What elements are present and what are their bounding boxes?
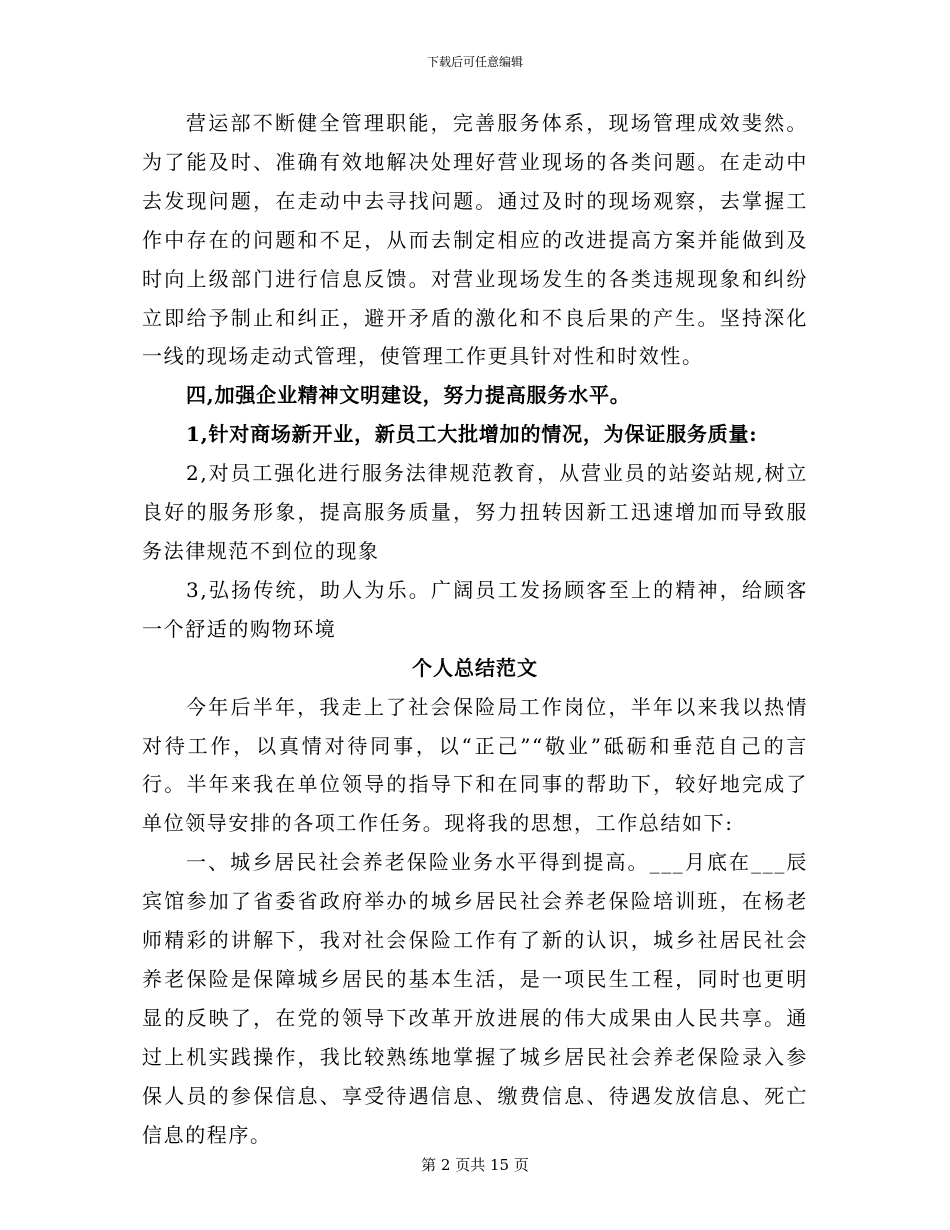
paragraph-operations: 营运部不断健全管理职能，完善服务体系，现场管理成效斐然。为了能及时、准确有效地解决处理好营业现场的各类问题。在走动中去发现问题，在走动中去寻找问题。通过及时的现场观察，去掌握工作中存在的问题和不足，从而去制定相应的改进提高方案并能做到及时向上级部门进行信息反馈。对营业现场发生的各类违规现象和纠纷立即给予制止和纠正，避开矛盾的激化和不良后果的产生。坚持深化一线的现场走动式管理，使管理工作更具针对性和时效性。: [142, 111, 808, 369]
item-2: 2,对员工强化进行服务法律规范教育，从营业员的站姿站规,树立良好的服务形象，提高服务质量，努力扭转因新工迅速增加而导致服务法律规范不到位的现象: [142, 461, 808, 563]
section-title: 个人总结范文: [412, 655, 538, 680]
item-3: 3,弘扬传统，助人为乐。广阔员工发扬顾客至上的精神，给顾客一个舒适的购物环境: [142, 577, 808, 641]
section-heading-4: 四,加强企业精神文明建设，努力提高服务水平。: [186, 383, 631, 408]
item-1: 1,针对商场新开业，新员工大批增加的情况，为保证服务质量:: [186, 422, 758, 447]
paragraph-point-1: 一、城乡居民社会养老保险业务水平得到提高。___月底在___辰宾馆参加了省委省政府举办的城乡居民社会养老保险培训班，在杨老师精彩的讲解下，我对社会保险工作有了新的认识，城乡社居民社会养老保险是保障城乡居民的基本生活，是一项民生工程，同时也更明显的反映了，在党的领导下改革开放进展的伟大成果由人民共享。通过上机实践操作，我比较熟练地掌握了城乡居民社会养老保险录入参保人员的参保信息、享受待遇信息、缴费信息、待遇发放信息、死亡信息的程序。: [142, 850, 808, 1147]
paragraph-intro: 今年后半年，我走上了社会保险局工作岗位，半年以来我以热情对待工作，以真情对待同事，以“正己”“敬业”砥砺和垂范自己的言行。半年来我在单位领导的指导下和在同事的帮助下，较好地完成了单位领导安排的各项工作任务。现将我的思想，工作总结如下:: [142, 694, 808, 836]
document-body: [142, 104, 808, 1154]
page-header: 下载后可任意编辑: [426, 55, 523, 69]
page-footer: 第 2 页共 15 页: [421, 1156, 529, 1174]
